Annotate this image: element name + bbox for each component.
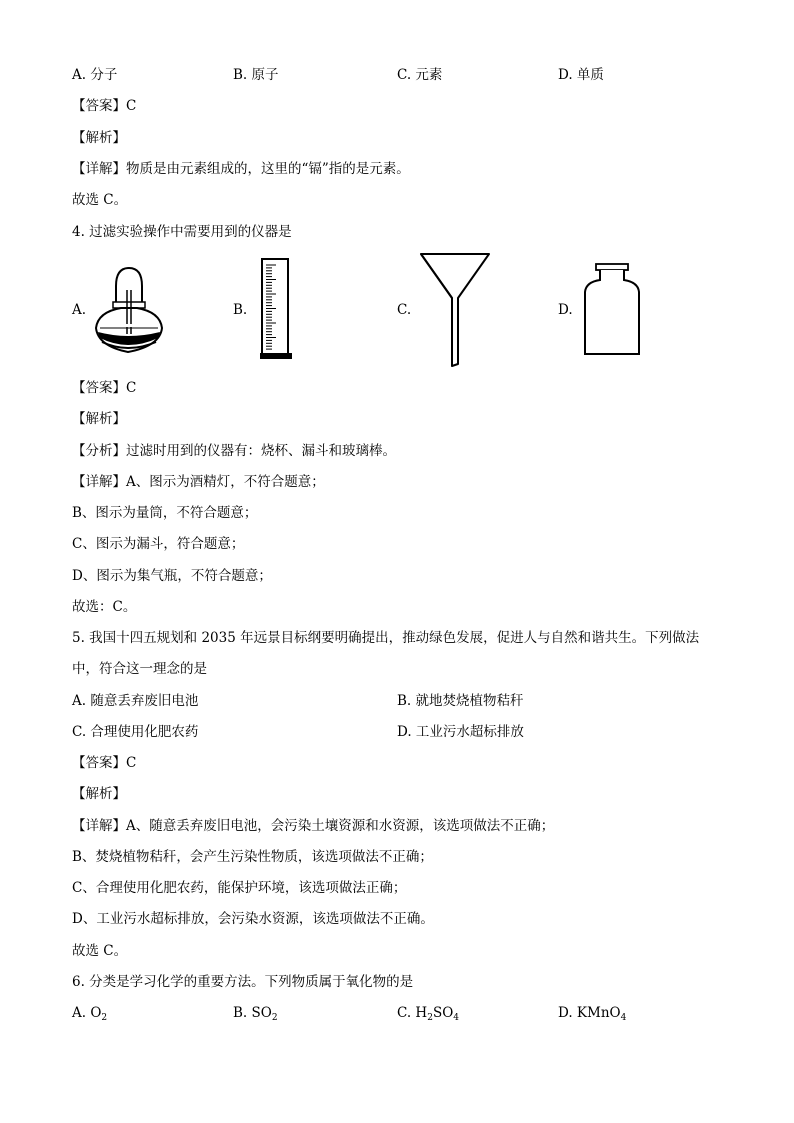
q4-detail-b: B、图示为量筒，不符合题意；: [72, 505, 258, 521]
q5-conclusion: 故选 C。: [72, 943, 128, 959]
q4-question: 4. 过滤实验操作中需要用到的仪器是: [72, 224, 292, 240]
q6-option-b-text: B. SO: [233, 1005, 272, 1021]
q5-option-d: D. 工业污水超标排放: [397, 724, 524, 740]
q5-detail-a: 【详解】A、随意丢弃废旧电池，会污染土壤资源和水资源，该选项做法不正确；: [72, 818, 555, 834]
q3-answer: 【答案】C: [72, 98, 137, 114]
q3-conclusion: 故选 C。: [72, 192, 128, 208]
q5-analysis-heading: 【解析】: [72, 786, 126, 802]
q3-option-c: C. 元素: [397, 67, 443, 83]
q6-option-a: [72, 1004, 107, 1027]
q4-detail-a: 【详解】A、图示为酒精灯，不符合题意；: [72, 474, 325, 490]
q3-option-d: D. 单质: [558, 67, 604, 83]
q5-detail-c: C、合理使用化肥农药，能保护环境，该选项做法正确；: [72, 880, 407, 896]
q6-option-c-sub: 2: [427, 1013, 433, 1023]
q5-detail-b: B、焚烧植物秸秆，会产生污染性物质，该选项做法不正确；: [72, 849, 433, 865]
q5-question-line1: 5. 我国十四五规划和 2035 年远景目标纲要明确提出，推动绿色发展，促进人与自然和谐共生。下列做法: [72, 630, 700, 646]
q5-detail-d: D、工业污水超标排放，会污染水资源，该选项做法不正确。: [72, 911, 434, 927]
q4-answer: 【答案】C: [72, 380, 137, 396]
q3-analysis-heading: 【解析】: [72, 130, 126, 146]
q6-option-c-sub2: 4: [453, 1013, 460, 1023]
q4-option-a-label: A.: [72, 302, 87, 318]
funnel-icon: [418, 250, 492, 368]
q4-detail-d: D、图示为集气瓶，不符合题意；: [72, 568, 272, 584]
q5-option-c: C. 合理使用化肥农药: [72, 724, 199, 740]
q4-conclusion: 故选：C。: [72, 599, 137, 615]
q6-option-d-text: D. KMnO: [558, 1005, 621, 1021]
q6-question: 6. 分类是学习化学的重要方法。下列物质属于氧化物的是: [72, 974, 414, 990]
gas-bottle-icon: [582, 262, 642, 358]
graduated-cylinder-icon: [258, 257, 294, 361]
q4-detail-c: C、图示为漏斗，符合题意；: [72, 536, 245, 552]
alcohol-lamp-icon: [88, 262, 168, 358]
q4-option-d-label: D.: [558, 302, 573, 318]
q6-option-b: [233, 1004, 278, 1027]
q4-option-c-label: C.: [397, 302, 412, 318]
q5-option-a: A. 随意丢弃废旧电池: [72, 693, 199, 709]
q6-option-c: [397, 1004, 459, 1027]
q6-option-c-text: C. H: [397, 1005, 428, 1021]
q3-detail: 【详解】物质是由元素组成的，这里的“镉”指的是元素。: [72, 161, 410, 177]
q4-analysis-heading: 【解析】: [72, 411, 126, 427]
q5-option-b: B. 就地焚烧植物秸秆: [397, 693, 524, 709]
q6-option-b-sub: 2: [271, 1013, 278, 1023]
q5-answer: 【答案】C: [72, 755, 137, 771]
q6-option-d-sub: 4: [620, 1013, 627, 1023]
q6-option-d: [558, 1004, 626, 1027]
q6-option-a-text: A. O: [72, 1005, 102, 1021]
q6-option-a-sub: 2: [101, 1013, 108, 1023]
q3-option-b: B. 原子: [233, 67, 279, 83]
q4-fenxi: 【分析】过滤时用到的仪器有：烧杯、漏斗和玻璃棒。: [72, 443, 396, 459]
q3-option-a: A. 分子: [72, 67, 118, 83]
q6-option-c-rest: SO: [432, 1005, 454, 1021]
q4-option-b-label: B.: [233, 302, 248, 318]
q5-question-line2: 中，符合这一理念的是: [72, 661, 207, 677]
